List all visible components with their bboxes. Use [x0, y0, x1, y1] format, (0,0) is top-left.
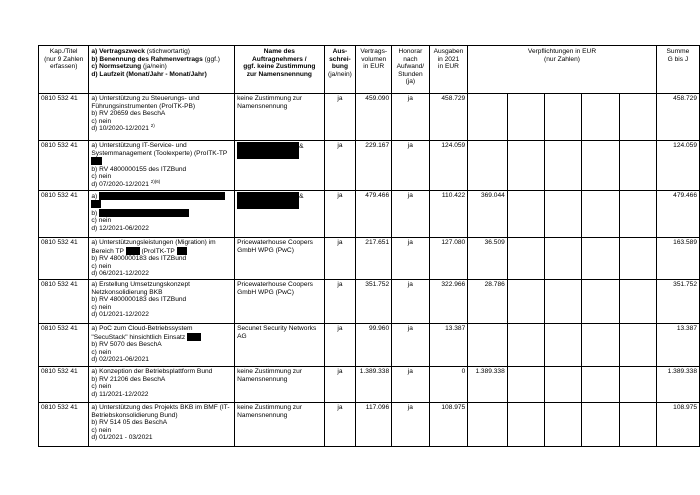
verpf-cell — [468, 141, 508, 191]
contracts-table — [38, 45, 700, 447]
summe-cell: 458.729 — [656, 94, 699, 141]
hon-cell: ja — [392, 280, 430, 324]
name-cell: keine Zustimmung zur Namensnennung — [235, 403, 324, 447]
hon-cell: ja — [392, 403, 430, 447]
verpf-cell — [468, 403, 508, 447]
verpf-cell — [507, 280, 544, 324]
vol-cell: 459.090 — [356, 94, 392, 141]
verpf-cell — [582, 94, 619, 141]
verpf-cell — [582, 324, 619, 367]
verpf-cell — [545, 403, 582, 447]
verpf-cell — [545, 280, 582, 324]
kap-cell: 0810 532 41 — [39, 191, 89, 238]
verpf-cell — [619, 403, 656, 447]
header-zweck: a) Vertragszweck (stichwortartig) b) Benennung des Rahmenvertrags (ggf.) c) Normsetzung (ja/nein) d) Laufzeit (Monat/Jahr - Monat/Jahr) — [89, 46, 235, 94]
summe-cell: 108.975 — [656, 403, 699, 447]
name-cell: Secunet Security Networks AG — [235, 324, 324, 367]
summe-cell: 163.589 — [656, 238, 699, 280]
ausg-cell: 127.080 — [429, 238, 468, 280]
kap-cell: 0810 532 41 — [39, 280, 89, 324]
name-cell: Pricewaterhouse Coopers GmbH WPG (PwC) — [235, 280, 324, 324]
header-row — [39, 46, 700, 94]
summe-cell: 13.387 — [656, 324, 699, 367]
verpf-cell: 28.786 — [468, 280, 508, 324]
verpf-cell — [507, 324, 544, 367]
vol-cell: 1.389.338 — [356, 367, 392, 403]
ausg-cell: 108.975 — [429, 403, 468, 447]
verpf-cell — [545, 324, 582, 367]
aus-cell: ja — [324, 191, 356, 238]
header-verpflichtungen: Verpflichtungen in EUR (nur Zahlen) — [468, 46, 657, 94]
verpf-cell — [619, 280, 656, 324]
ausg-cell: 124.059 — [429, 141, 468, 191]
hon-cell: ja — [392, 191, 430, 238]
zweck-cell: a) PoC zum Cloud-Betriebssystem "SecuStack" hinsichtlich Einsatz b) RV 5070 des BeschA c) nein d) 02/2021-06/2021 — [89, 324, 235, 367]
hon-cell: ja — [392, 367, 430, 403]
redaction-block — [177, 247, 187, 255]
verpf-cell: 1.389.338 — [468, 367, 508, 403]
verpf-cell — [619, 191, 656, 238]
header-ausgaben: Ausgaben in 2021 in EUR — [429, 46, 468, 94]
zweck-cell: a) Konzeption der Betriebsplattform Bund b) RV 21206 des BeschA c) nein d) 11/2021-12/2022 — [89, 367, 235, 403]
verpf-cell — [545, 367, 582, 403]
vol-cell: 479.466 — [356, 191, 392, 238]
table-row — [39, 367, 700, 403]
aus-cell: ja — [324, 367, 356, 403]
verpf-cell: 369.044 — [468, 191, 508, 238]
ausg-cell: 458.729 — [429, 94, 468, 141]
redaction-block — [99, 192, 225, 200]
name-cell: keine Zustimmung zur Namensnennung — [235, 94, 324, 141]
redaction-block — [237, 192, 299, 209]
verpf-cell — [582, 191, 619, 238]
header-summe: Summe G bis J — [656, 46, 699, 94]
vol-cell: 117.096 — [356, 403, 392, 447]
verpf-cell — [545, 141, 582, 191]
summe-cell: 479.466 — [656, 191, 699, 238]
vol-cell: 229.167 — [356, 141, 392, 191]
hon-cell: ja — [392, 324, 430, 367]
zweck-cell: a) Erstellung Umsetzungskonzept Netzkonsolidierung BKB b) RV 4800000183 des ITZBund c) nein d) 01/2021-12/2022 — [89, 280, 235, 324]
table-row — [39, 191, 700, 238]
redaction-block — [91, 157, 102, 165]
ausg-cell: 322.966 — [429, 280, 468, 324]
name-cell: & — [235, 191, 324, 238]
verpf-cell — [619, 94, 656, 141]
verpf-cell — [582, 238, 619, 280]
verpf-cell — [619, 324, 656, 367]
zweck-cell: a) Unterstützung des Projekts BKB im BMF (IT- Betriebskonsolidierung Bund) b) RV 514 05 des BeschA c) nein d) 01/2021 - 03/2021 — [89, 403, 235, 447]
redaction-block — [126, 247, 140, 255]
verpf-cell — [507, 367, 544, 403]
aus-cell: ja — [324, 94, 356, 141]
hon-cell: ja — [392, 141, 430, 191]
redaction-block — [99, 209, 189, 217]
zweck-cell: a) Unterstützung zu Steuerungs- und Führungsinstrumenten (ProITK-PB) b) RV 20659 des BeschA c) nein d) 10/2020-12/2021 $^{2)}$ — [89, 94, 235, 141]
kap-cell: 0810 532 41 — [39, 238, 89, 280]
hon-cell: ja — [392, 94, 430, 141]
header-volumen: Vertrags- volumen in EUR — [356, 46, 392, 94]
verpf-cell — [545, 238, 582, 280]
zweck-cell: a) b) c) nein d) 12/2021-06/2022 — [89, 191, 235, 238]
header-ausschreibung: Aus- schrei- bung (ja/nein) — [324, 46, 356, 94]
table-row — [39, 403, 700, 447]
vol-cell: 351.752 — [356, 280, 392, 324]
table-row — [39, 94, 700, 141]
summe-cell: 124.059 — [656, 141, 699, 191]
hon-cell: ja — [392, 238, 430, 280]
table-row — [39, 280, 700, 324]
kap-cell: 0810 532 41 — [39, 324, 89, 367]
header-kap: Kap./Titel (nur 9 Zahlen erfassen) — [39, 46, 89, 94]
verpf-cell — [619, 238, 656, 280]
name-cell: keine Zustimmung zur Namensnennung — [235, 367, 324, 403]
verpf-cell — [582, 280, 619, 324]
ausg-cell: 110.422 — [429, 191, 468, 238]
verpf-cell — [582, 141, 619, 191]
verpf-cell — [507, 94, 544, 141]
vol-cell: 99.960 — [356, 324, 392, 367]
table-row — [39, 238, 700, 280]
header-honorar: Honorar nach Aufwand/ Stunden (ja) — [392, 46, 430, 94]
aus-cell: ja — [324, 280, 356, 324]
verpf-cell — [507, 238, 544, 280]
aus-cell: ja — [324, 403, 356, 447]
zweck-cell: a) Unterstützung IT-Service- und Systemmanagement (Toolexperte) (ProITK-TP b) RV 4800000155 des ITZBund c) nein d) 07/2020-12/2021 $^{2)(6)}$ — [89, 141, 235, 191]
ausg-cell: 0 — [429, 367, 468, 403]
verpf-cell — [619, 367, 656, 403]
table-row — [39, 324, 700, 367]
verpf-cell — [545, 191, 582, 238]
redaction-block — [187, 333, 201, 341]
aus-cell: ja — [324, 141, 356, 191]
summe-cell: 1.389.338 — [656, 367, 699, 403]
ausg-cell: 13.387 — [429, 324, 468, 367]
kap-cell: 0810 532 41 — [39, 141, 89, 191]
aus-cell: ja — [324, 238, 356, 280]
verpf-cell — [507, 141, 544, 191]
header-name: Name des Auftragnehmers / ggf. keine Zustimmung zur Namensnennung — [235, 46, 324, 94]
vol-cell: 217.651 — [356, 238, 392, 280]
verpf-cell — [468, 94, 508, 141]
verpf-cell — [507, 403, 544, 447]
zweck-cell: a) Unterstützungsleistungen (Migration) im Bereich TP (ProITK-TP b) RV 4800000183 des ITZBund c) nein d) 06/2021-12/2022 — [89, 238, 235, 280]
kap-cell: 0810 532 41 — [39, 367, 89, 403]
name-cell: & — [235, 141, 324, 191]
summe-cell: 351.752 — [656, 280, 699, 324]
kap-cell: 0810 532 41 — [39, 94, 89, 141]
redaction-block — [237, 142, 299, 159]
verpf-cell — [582, 403, 619, 447]
name-cell: Pricewaterhouse Coopers GmbH WPG (PwC) — [235, 238, 324, 280]
verpf-cell: 36.509 — [468, 238, 508, 280]
kap-cell: 0810 532 41 — [39, 403, 89, 447]
aus-cell: ja — [324, 324, 356, 367]
verpf-cell — [619, 141, 656, 191]
verpf-cell — [507, 191, 544, 238]
verpf-cell — [582, 367, 619, 403]
verpf-cell — [468, 324, 508, 367]
table-row — [39, 141, 700, 191]
redaction-block — [91, 200, 101, 208]
verpf-cell — [545, 94, 582, 141]
